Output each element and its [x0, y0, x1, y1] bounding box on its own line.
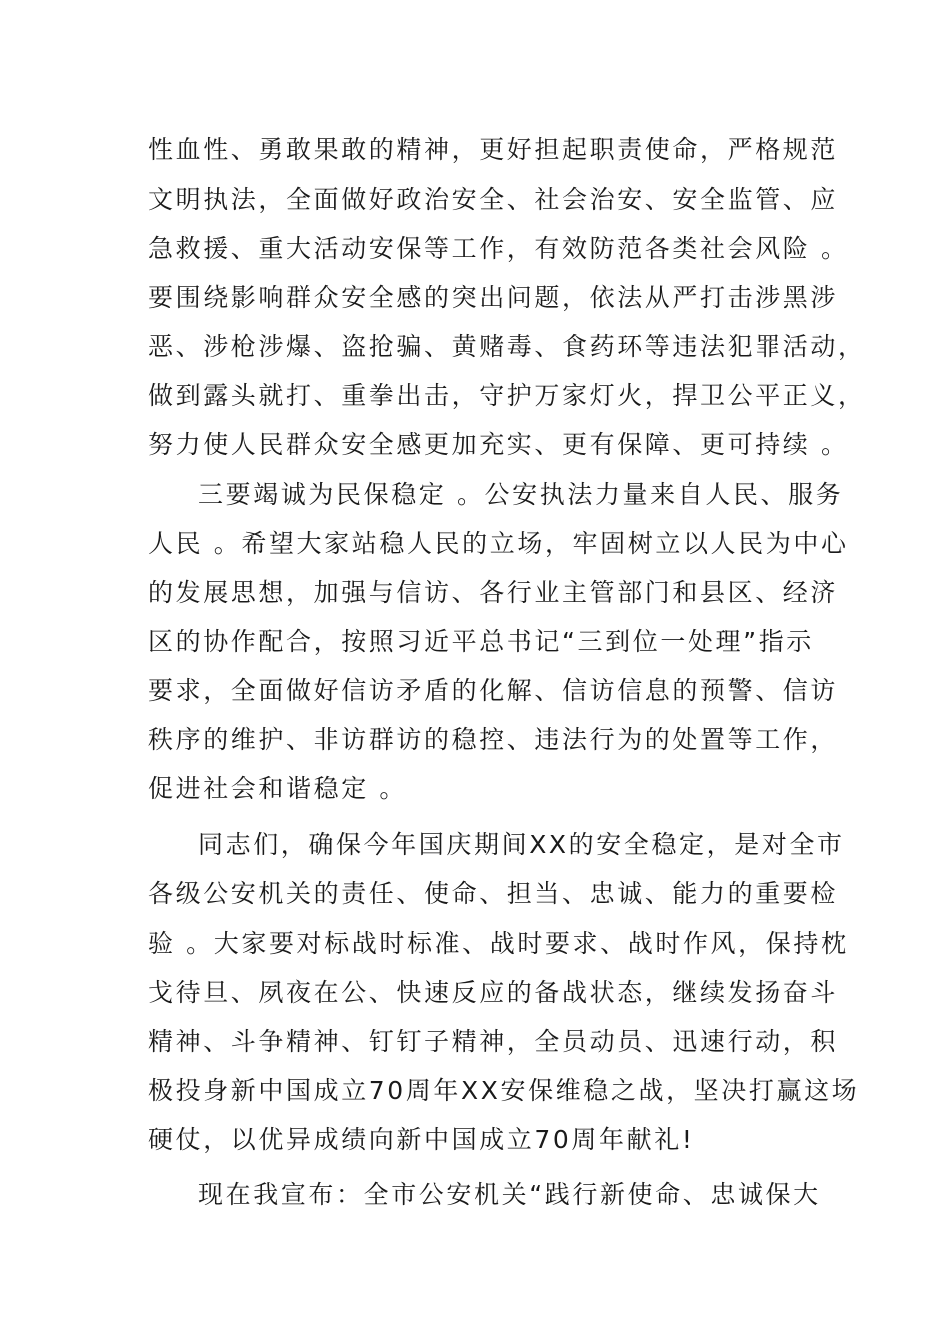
text-line-21: 硬仗，以优异成绩向新中国成立70周年献礼! [148, 1125, 695, 1154]
text-line-19: 精神、斗争精神、钉钉子精神，全员动员、迅速行动，积 [148, 1027, 839, 1056]
text-line-13: 秩序的维护、非访群访的稳控、违法行为的处置等工作， [148, 725, 839, 754]
text-line-4: 要围绕影响群众安全感的突出问题，依法从严打击涉黑涉 [148, 283, 839, 312]
text-line-17: 验 。大家要对标战时标准、战时要求、战时作风，保持枕 [148, 929, 849, 958]
text-line-5: 恶、涉枪涉爆、盗抢骗、黄赌毒、食药环等违法犯罪活动， [148, 332, 866, 361]
text-line-6: 做到露头就打、重拳出击，守护万家灯火，捍卫公平正义， [148, 381, 866, 410]
text-line-1: 性血性、勇敢果敢的精神，更好担起职责使命，严格规范 [148, 135, 839, 164]
text-line-11: 区的协作配合，按照习近平总书记“三到位一处理”指示 [148, 627, 814, 656]
text-line-18: 戈待旦、夙夜在公、快速反应的备战状态，继续发扬奋斗 [148, 978, 839, 1007]
text-line-2: 文明执法，全面做好政治安全、社会治安、安全监管、应 [148, 185, 839, 214]
text-line-7: 努力使人民群众安全感更加充实、更有保障、更可持续 。 [148, 430, 849, 459]
text-line-14: 促进社会和谐稳定 。 [148, 774, 407, 803]
text-line-12: 要求，全面做好信访矛盾的化解、信访信息的预警、信访 [148, 676, 839, 705]
paragraph-start-line: 同志们，确保今年国庆期间XX的安全稳定，是对全市 [198, 830, 845, 859]
text-line-3: 急救援、重大活动安保等工作，有效防范各类社会风险 。 [148, 234, 849, 263]
text-line-9: 人民 。希望大家站稳人民的立场，牢固树立以人民为中心 [148, 529, 849, 558]
paragraph-start-line: 三要竭诚为民保稳定 。公安执法力量来自人民、服务 [198, 480, 844, 509]
text-line-20: 极投身新中国成立70周年XX安保维稳之战，坚决打赢这场 [148, 1076, 860, 1105]
text-line-10: 的发展思想，加强与信访、各行业主管部门和县区、经济 [148, 578, 839, 607]
paragraph-start-line: 现在我宣布：全市公安机关“践行新使命、忠诚保大 [198, 1180, 821, 1209]
text-line-16: 各级公安机关的责任、使命、担当、忠诚、能力的重要检 [148, 879, 839, 908]
